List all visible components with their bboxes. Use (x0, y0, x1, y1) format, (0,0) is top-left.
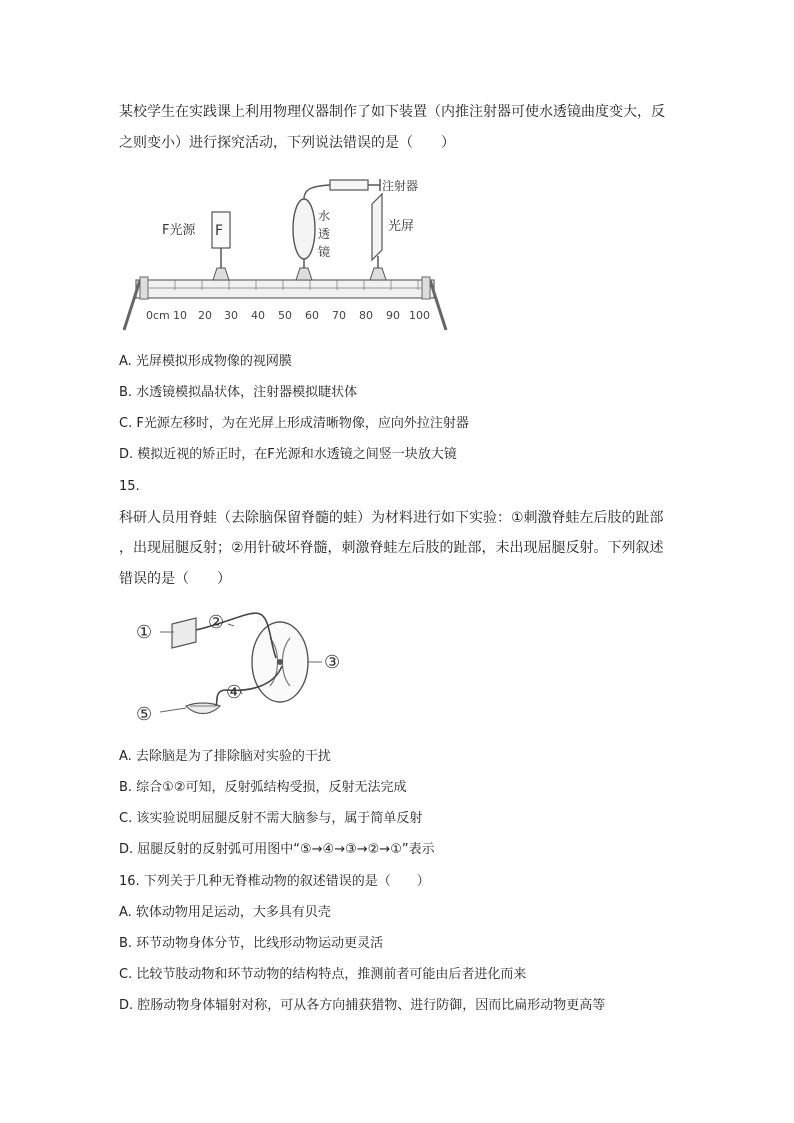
reflex-arc-figure (130, 602, 360, 730)
q14-option-b: B. 水透镜模拟晶状体，注射器模拟睫状体 (119, 385, 358, 400)
ruler-tick-50: 50 (278, 309, 292, 322)
q14-option-d: D. 模拟近视的矫正时，在F光源和水透镜之间竖一块放大镜 (119, 447, 457, 462)
label-center-3: ③ (324, 652, 341, 673)
optical-apparatus-figure (118, 168, 450, 336)
screen-label: 光屏 (388, 219, 415, 234)
ruler-tick-100: 100 (409, 309, 430, 322)
ruler-tick-30: 30 (224, 309, 238, 322)
label-effector-5: ⑤ (136, 704, 153, 725)
q15-option-b: B. 综合①②可知，反射弧结构受损，反射无法完成 (119, 780, 407, 795)
q15-stem-line3: 错误的是（ ） (119, 571, 231, 587)
q15-number: 15. (119, 479, 140, 494)
bench-leg-right (430, 280, 446, 330)
bench-end-right (422, 277, 430, 299)
label-motor-nerve-4: ④ (226, 682, 243, 703)
q16-stem: 16. 下列关于几种无脊椎动物的叙述错误的是（ ） (119, 874, 430, 889)
optical-bench (136, 280, 434, 298)
bench-leg-left (124, 280, 140, 330)
q14-option-a: A. 光屏模拟形成物像的视网膜 (119, 354, 292, 369)
syringe (330, 179, 380, 191)
q16-option-b: B. 环节动物身体分节，比线形动物运动更灵活 (119, 936, 384, 951)
q15-stem-line1: 科研人员用脊蛙（去除脑保留脊髓的蛙）为材料进行如下实验：①刺激脊蛙左后肢的趾部 (119, 510, 664, 526)
light-source-label: F光源 (162, 223, 196, 238)
ruler-tick-80: 80 (359, 309, 373, 322)
q14-stem-line1: 某校学生在实践课上利用物理仪器制作了如下装置（内推注射器可使水透镜曲度变大，反 (119, 104, 665, 120)
q16-option-d: D. 腔肠动物身体辐射对称，可从各方向捕获猎物、进行防御，因而比扁形动物更高等 (119, 998, 606, 1013)
effector-muscle (186, 703, 220, 714)
ruler-tick-20: 20 (198, 309, 212, 322)
ruler-tick-60: 60 (305, 309, 319, 322)
q15-option-c: C. 该实验说明屈腿反射不需大脑参与，属于简单反射 (119, 811, 423, 826)
q14-stem-line2: 之则变小）进行探究活动，下列说法错误的是（ ） (119, 135, 455, 151)
light-screen (370, 194, 386, 280)
ruler-tick-10: 10 (173, 309, 187, 322)
receptor (172, 618, 196, 648)
lens-label-2: 透 (318, 227, 331, 241)
leader-5 (160, 708, 186, 712)
q14-option-c: C. F光源左移时，为在光屏上形成清晰物像，应向外拉注射器 (119, 416, 469, 431)
q16-option-c: C. 比较节肢动物和环节动物的结构特点，推测前者可能由后者进化而来 (119, 967, 527, 982)
q16-option-a: A. 软体动物用足运动，大多具有贝壳 (119, 905, 331, 920)
bench-end-left (140, 277, 148, 299)
lens-label-1: 水 (318, 209, 331, 223)
light-source-f-glyph: F (215, 223, 224, 239)
label-sensory-nerve-2: ② (208, 612, 225, 633)
lens-label-3: 镜 (318, 245, 331, 259)
ruler-tick-90: 90 (386, 309, 400, 322)
syringe-label: 注射器 (382, 179, 419, 193)
ruler-tick-40: 40 (251, 309, 265, 322)
q15-option-a: A. 去除脑是为了排除脑对实验的干扰 (119, 749, 331, 764)
label-receptor-1: ① (136, 622, 153, 643)
ruler-tick-70: 70 (332, 309, 346, 322)
ruler-tick-0: 0cm (146, 309, 170, 322)
spinal-cord (252, 622, 308, 702)
q15-stem-line2: ，出现屈腿反射；②用针破坏脊髓，刺激脊蛙左后肢的趾部，未出现屈腿反射。下列叙述 (119, 540, 664, 556)
leader-2 (228, 624, 234, 626)
q15-option-d: D. 屈腿反射的反射弧可用图中“⑤→④→③→②→①”表示 (119, 842, 435, 857)
